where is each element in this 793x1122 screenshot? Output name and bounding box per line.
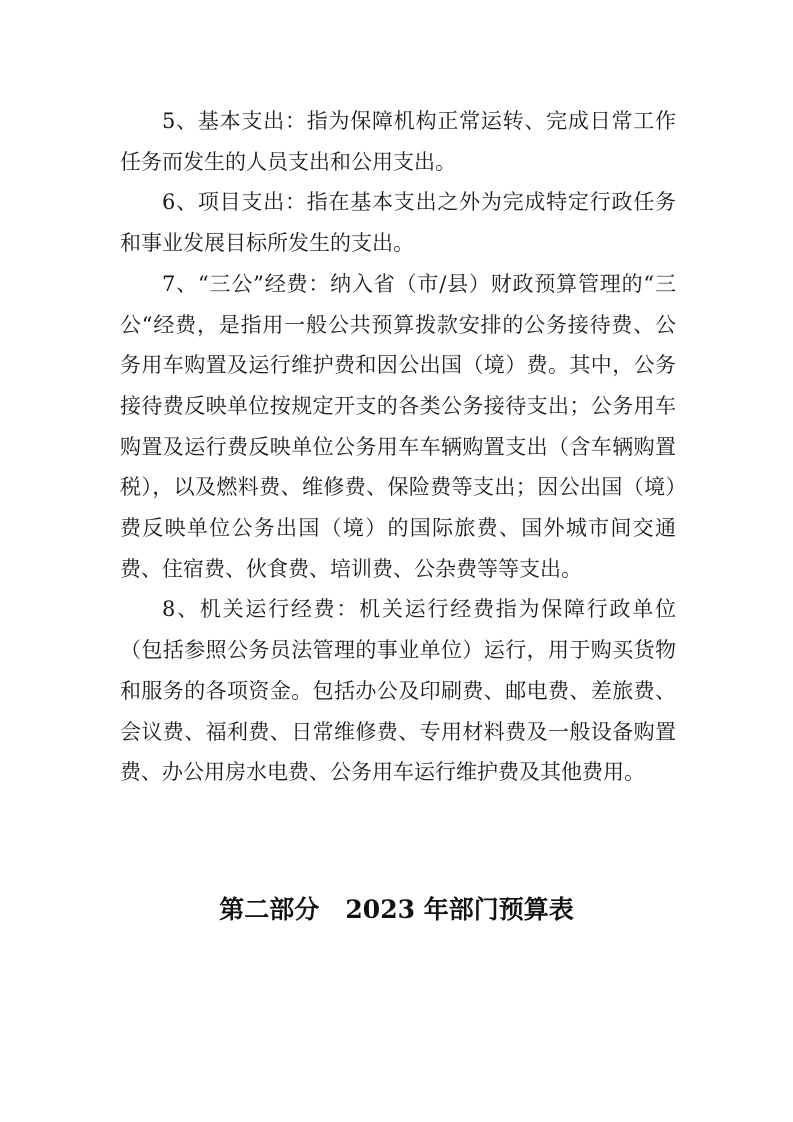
paragraph-project-expenditure: 6、项目支出：指在基本支出之外为完成特定行政任务和事业发展目标所发生的支出。 xyxy=(120,190,676,256)
paragraph-basic-expenditure: 5、基本支出：指为保障机构正常运转、完成日常工作任务而发生的人员支出和公用支出。 xyxy=(120,109,676,174)
paragraph-office-operating-expenses: 8、机关运行经费：机关运行经费指为保障行政单位（包括参照公务员法管理的事业单位）运行，用于购买货物和服务的各项资金。包括办公及印刷费、邮电费、差旅费、会议费、福利费、日常维修费、专用材料费及一般设备购置费、办公用房水电费、公务用车运行维护费及其他费用。 xyxy=(120,597,676,785)
paragraph-three-public-expenses: 7、“三公”经费：纳入省（市/县）财政预算管理的“三公“经费，是指用一般公共预算拨款安排的公务接待费、公务用车购置及运行维护费和因公出国（境）费。其中，公务接待费反映单位按规定开支的各类公务接待支出；公务用车购置及运行费反映单位公务用车车辆购置支出（含车辆购置税），以及燃料费、维修费、保险费等支出；因公出国（境）费反映单位公务出国（境）的国际旅费、国外城市间交通费、住宿费、伙食费、培训费、公杂费等等支出。 xyxy=(120,271,676,581)
section-heading: 第二部分 2023 年部门预算表 xyxy=(219,895,574,924)
body-text xyxy=(120,101,676,793)
